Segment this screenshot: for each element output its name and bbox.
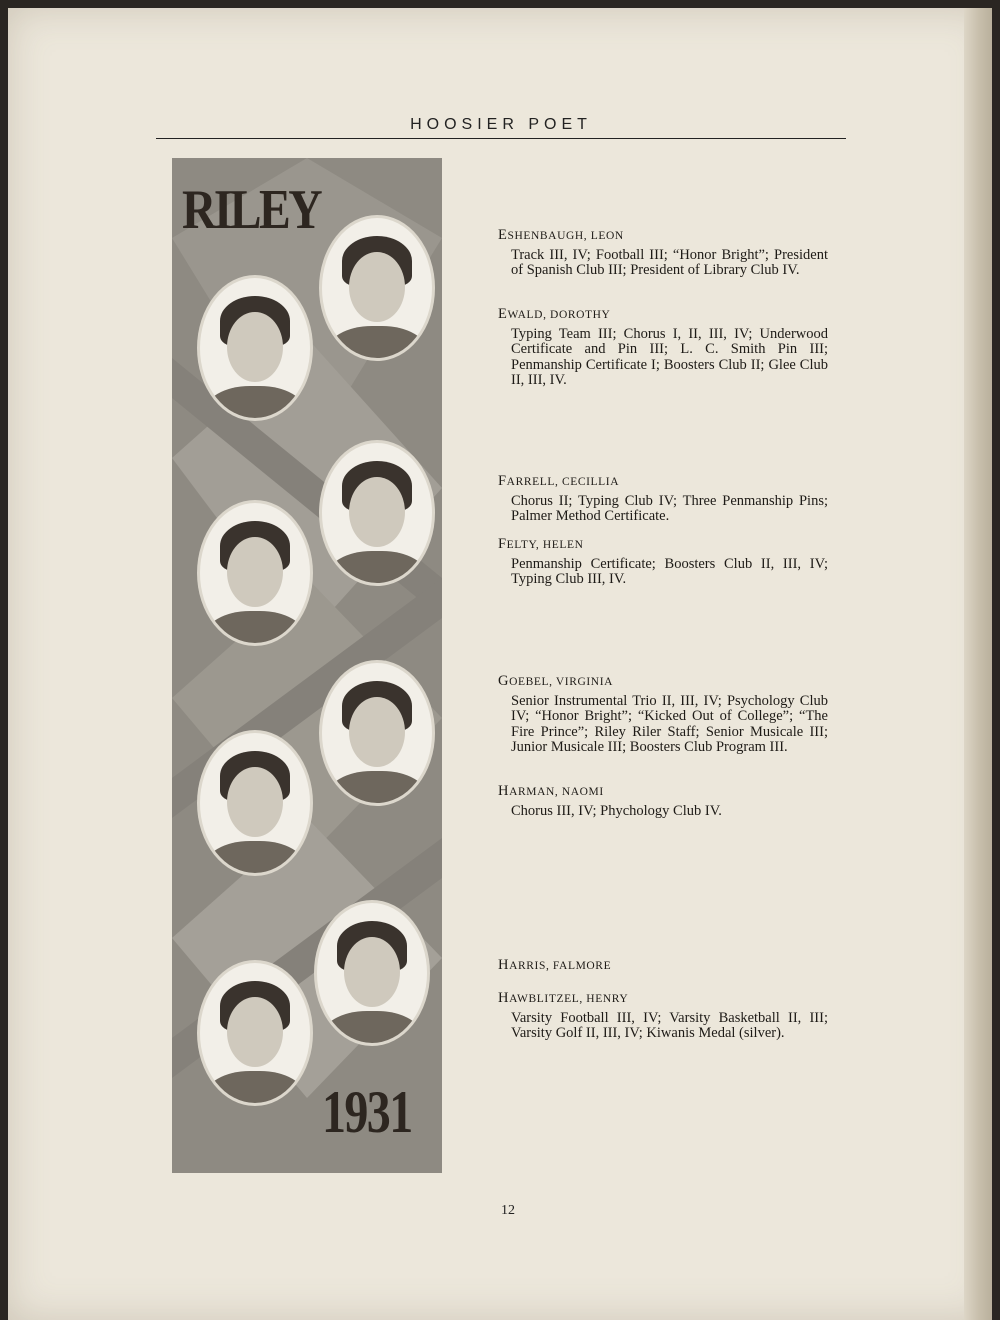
portrait-harman — [200, 733, 310, 873]
student-activities: Varsity Football III, IV; Varsity Basketball II, III; Varsity Golf II, III, IV; Kiwanis Medal (silver). — [511, 1009, 828, 1041]
entry-goebel — [498, 674, 828, 756]
student-activities: Penmanship Certificate; Boosters Club II, III, IV; Typing Club III, IV. — [511, 555, 828, 587]
entry-hawblitzel — [498, 991, 828, 1042]
student-name: HARRIS, FALMORE — [498, 957, 612, 973]
student-activities: Senior Instrumental Trio II, III, IV; Psychology Club IV; “Honor Bright”; “Kicked Out of College”; “The Fire Prince”; Riley Riler Staff; Senior Musicale III; Junior Musicale III; Boosters Club Program III. — [511, 692, 828, 755]
header-rule — [156, 138, 846, 139]
yearbook-page — [8, 8, 992, 1320]
entry-felty — [498, 537, 828, 588]
entry-farrell — [498, 474, 828, 525]
student-activities: Chorus III, IV; Phychology Club IV. — [511, 802, 722, 819]
page-spine — [964, 8, 992, 1320]
student-name: GOEBEL, VIRGINIA — [498, 673, 614, 689]
portrait-felty — [200, 503, 310, 643]
student-name: FARRELL, CECILLIA — [498, 473, 620, 489]
page-number: 12 — [501, 1203, 515, 1218]
portrait-panel — [172, 158, 442, 1173]
student-name: ESHENBAUGH, LEON — [498, 227, 624, 243]
portrait-harris — [317, 903, 427, 1043]
student-name: FELTY, HELEN — [498, 536, 584, 552]
portrait-eshenbaugh — [322, 218, 432, 358]
portrait-farrell — [322, 443, 432, 583]
student-activities: Track III, IV; Football III; “Honor Bright”; President of Spanish Club III; President of Library Club IV. — [511, 246, 828, 278]
portrait-ewald — [200, 278, 310, 418]
student-name: HARMAN, NAOMI — [498, 783, 604, 799]
entry-ewald — [498, 307, 828, 389]
student-name: HAWBLITZEL, HENRY — [498, 990, 629, 1006]
student-activities: Typing Team III; Chorus I, II, III, IV; Underwood Certificate and Pin III; L. C. Smith Pin III; Penmanship Certificate I; Boosters Club II; Glee Club II, III, IV. — [511, 325, 828, 388]
student-name: EWALD, DOROTHY — [498, 306, 611, 322]
running-head: HOOSIER POET — [410, 116, 592, 133]
panel-title-riley: RILEY — [182, 179, 321, 241]
entry-harris — [498, 958, 828, 978]
entry-eshenbaugh — [498, 228, 828, 279]
entry-harman — [498, 784, 828, 819]
page-header — [156, 116, 846, 139]
panel-year: 1931 — [322, 1079, 412, 1145]
student-activities: Chorus II; Typing Club IV; Three Penmanship Pins; Palmer Method Certificate. — [511, 492, 828, 524]
portrait-hawblitzel — [200, 963, 310, 1103]
portrait-goebel — [322, 663, 432, 803]
